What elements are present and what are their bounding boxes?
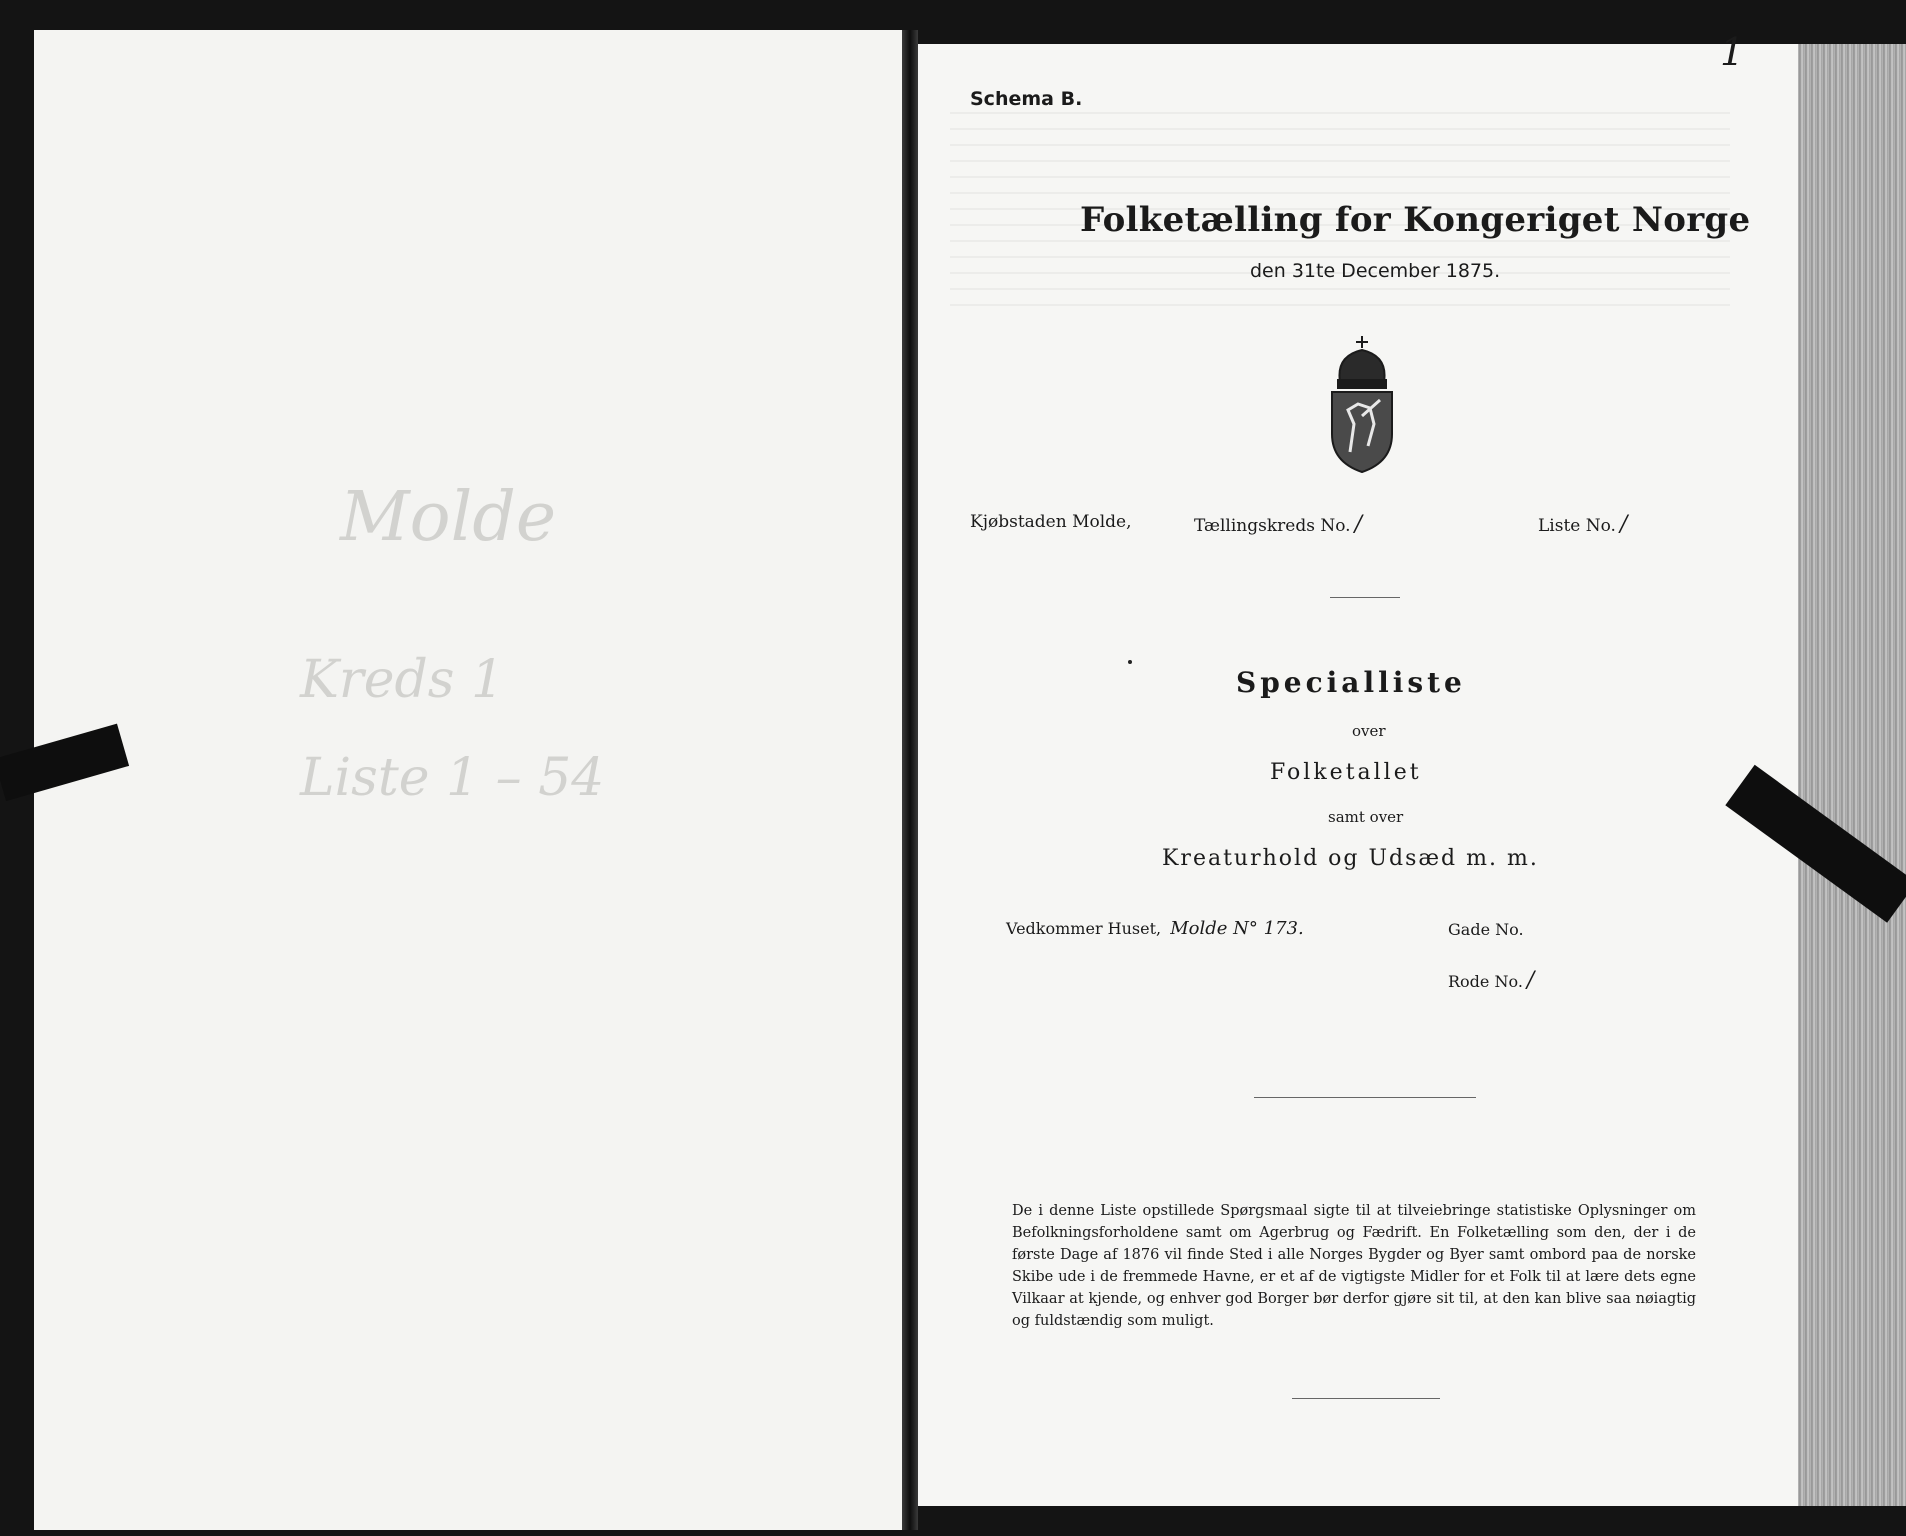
heading-over: over <box>1352 722 1386 740</box>
book-gutter <box>902 30 918 1530</box>
ink-dot <box>1128 660 1132 664</box>
list-value: / <box>1619 512 1628 537</box>
district-field <box>1194 512 1362 537</box>
page-edges <box>1798 44 1906 1506</box>
house-label: Vedkommer Huset, <box>1006 919 1162 938</box>
gade-label: Gade No. <box>1448 920 1524 939</box>
town-label: Kjøbstaden Molde, <box>970 512 1132 532</box>
norway-coat-of-arms-icon <box>1322 334 1402 474</box>
pencil-note-town: Molde <box>340 478 557 557</box>
divider-bottom <box>1292 1398 1440 1399</box>
heading-kreaturhold: Kreaturhold og Udsæd m. m. <box>1162 846 1539 871</box>
page-number: 1 <box>1720 30 1745 74</box>
divider-middle <box>1254 1097 1476 1098</box>
heading-samt-over: samt over <box>1328 808 1404 826</box>
explanatory-paragraph: De i denne Liste opstillede Spørgsmaal sigte til at tilveiebringe statistiske Oplysninger om Befolkningsforholdene samt om Agerbrug og Fædrift. En Folketælling som den, der i de første Dage af 1876 vil finde Sted i alle Norges Bygder og Byer samt ombord paa de norske Skibe ude i de fremmede Havne, er et af de vigtigste Midler for et Folk til at lære dets egne Vilkaar at kjende, og enhver god Borger bør derfor gjøre sit til, at den kan blive saa nøiagtig og fuldstændig som muligt. <box>1012 1203 1696 1329</box>
divider-short <box>1330 597 1400 598</box>
town-field <box>970 512 1132 532</box>
rode-label: Rode No. <box>1448 972 1523 991</box>
list-label: Liste No. <box>1538 516 1616 536</box>
schema-label: Schema B. <box>970 88 1083 110</box>
house-field <box>1006 918 1304 939</box>
rode-value: / <box>1526 968 1535 993</box>
census-title: Folketælling for Kongeriget Norge <box>1080 200 1751 240</box>
district-label: Tællingskreds No. <box>1194 516 1351 536</box>
heading-specialliste: Specialliste <box>1236 666 1466 699</box>
pencil-note-district: Kreds 1 <box>300 650 505 710</box>
heading-folketallet: Folketallet <box>1270 760 1422 785</box>
district-value: / <box>1354 512 1362 537</box>
list-field <box>1538 512 1627 537</box>
pencil-note-lists: Liste 1 – 54 <box>300 748 605 808</box>
house-value: Molde N° 173. <box>1170 918 1304 939</box>
census-date: den 31te December 1875. <box>1250 260 1501 282</box>
rode-field <box>1448 968 1534 993</box>
